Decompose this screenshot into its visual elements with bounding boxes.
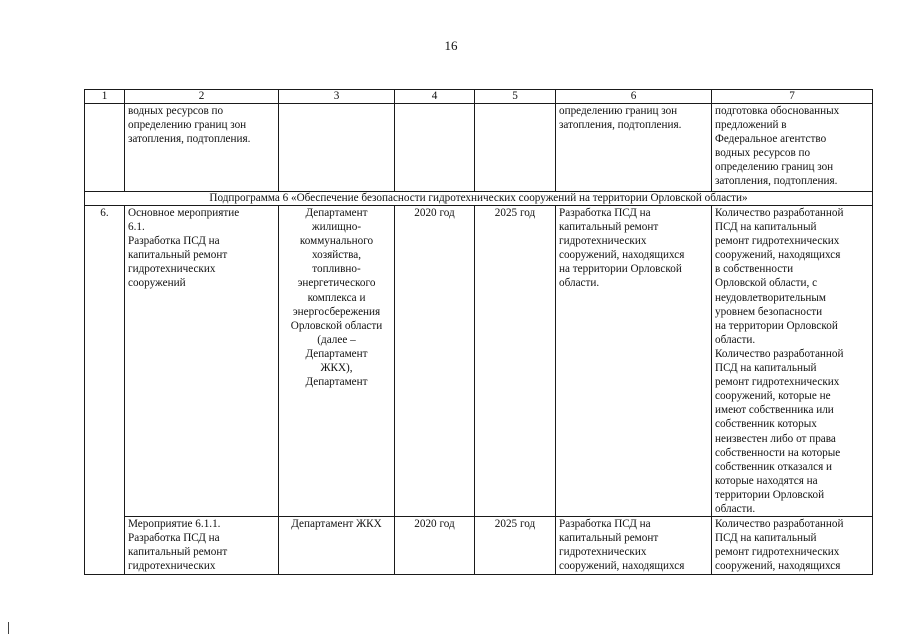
text-line: Разработка ПСД на [128,235,220,248]
text-line: водных ресурсов по [128,105,224,117]
text-line: неудовлетворительным [715,291,826,304]
main-measure-cell [125,206,279,517]
text-line: подготовка обоснованных [715,105,840,117]
text-line: сооружений, находящихся [559,249,685,262]
text-line: ЖКХ), [320,362,353,375]
text-line: Основное мероприятие [128,207,240,219]
row-number-6: 6. [85,206,125,575]
text-line: в собственности [715,263,794,276]
text-line: сооружений, находящихся [715,249,841,262]
header-cell-2: 2 [125,90,279,104]
text-line: на территории Орловской [559,263,682,276]
text-line: (далее – [317,333,356,346]
text-line: Разработка ПСД на [559,207,651,219]
sub-end-year-cell: 2025 год [475,517,556,575]
text-line: ремонт гидротехнических [715,235,840,248]
text-line: комплекса и [307,291,366,304]
text-line: затопления, подтопления. [715,175,838,188]
text-line: области. [715,502,756,515]
text-line: ПСД на капитальный [715,532,817,545]
text-line: Количество разработанной [715,347,844,360]
text-line: сооружений, находящихся [715,560,841,573]
text-line: ремонт гидротехнических [715,546,840,559]
header-cell-5: 5 [475,90,556,104]
text-line: гидротехнических [559,235,647,248]
continued-end-cell [475,104,556,192]
header-cell-6: 6 [556,90,712,104]
subprogram-title: Подпрограмма 6 «Обеспечение безопасности гидротехнических сооружений на территории Орловской области» [85,192,873,206]
table-row-continued [85,104,873,192]
continued-result-cell [556,104,712,192]
text-line: сооружений, находящихся [559,560,685,573]
sub-start-year-cell: 2020 год [395,517,475,575]
executor-cell [279,206,395,517]
text-line: определению границ зон [128,119,247,132]
text-line: Количество разработанной [715,518,844,531]
text-line: собственник которых [715,418,817,431]
text-line: хозяйства, [311,249,362,262]
page-number: 16 [444,38,458,53]
text-line: уровнем безопасности [715,305,823,318]
continued-indicator-cell [712,104,873,192]
text-line: сооружений, которые не [715,390,831,403]
text-line: 6.1. [128,221,145,234]
text-line: Количество разработанной [715,207,844,219]
sub-result-cell [556,517,712,575]
text-line: Орловской области, с [715,277,818,290]
text-line: области. [715,333,756,346]
text-line: коммунального [299,235,374,248]
header-cell-3: 3 [279,90,395,104]
text-line: на территории Орловской [715,319,838,332]
text-line: предложений в [715,119,787,132]
text-line: Департамент [305,207,368,219]
sub-indicator-cell [712,517,873,575]
text-line: ПСД на капитальный [715,362,817,375]
table-row-6 [85,206,873,517]
sub-measure-cell [125,517,279,575]
text-line: Департамент [305,376,368,389]
text-line: Департамент [305,347,368,360]
text-line: сооружений [128,277,186,290]
text-line: затопления, подтопления. [128,133,251,146]
expected-result-cell [556,206,712,517]
indicator-cell [712,206,873,517]
text-line: имеют собственника или [715,404,834,417]
text-line: собственности на которые [715,446,841,459]
text-line: Орловской области [290,319,383,332]
subprogram-row [85,192,873,206]
end-year-cell: 2025 год [475,206,556,517]
continued-measure-cell [125,104,279,192]
start-year-cell: 2020 год [395,206,475,517]
program-table [84,89,873,575]
text-line: неизвестен либо от права [715,432,836,445]
text-line: которые находятся на [715,474,818,487]
text-line: определению границ зон [559,105,678,117]
text-line: ремонт гидротехнических [715,376,840,389]
text-line: гидротехнических [128,560,216,573]
header-cell-7: 7 [712,90,873,104]
text-line: капитальный ремонт [559,532,659,545]
text-line: капитальный ремонт [559,221,659,234]
text-line: капитальный ремонт [128,249,228,262]
header-cell-1: 1 [85,90,125,104]
table-header-row [85,90,873,104]
text-line: энергетического [297,277,376,290]
continued-executor-cell [279,104,395,192]
text-line: Федеральное агентство [715,133,827,146]
continued-num-cell [85,104,125,192]
text-line: гидротехнических [128,263,216,276]
text-line: жилищно- [311,221,362,234]
table-row-6-1-1 [85,517,873,575]
sub-executor-cell: Департамент ЖКХ [279,517,395,575]
text-line: Мероприятие 6.1.1. [128,518,221,531]
continued-start-cell [395,104,475,192]
text-line: капитальный ремонт [128,546,228,559]
text-line: гидротехнических [559,546,647,559]
text-line: Разработка ПСД на [559,518,651,531]
text-line: ПСД на капитальный [715,221,817,234]
text-line: области. [559,277,600,290]
text-line: водных ресурсов по [715,147,811,160]
text-line: Разработка ПСД на [128,532,220,545]
text-line: топливно- [312,263,361,276]
text-line: определению границ зон [715,161,834,174]
text-line: энергосбережения [292,305,381,318]
text-line: территории Орловской [715,488,825,501]
text-line: собственник отказался и [715,460,833,473]
scan-mark [8,622,9,634]
text-line: затопления, подтопления. [559,119,682,132]
header-cell-4: 4 [395,90,475,104]
